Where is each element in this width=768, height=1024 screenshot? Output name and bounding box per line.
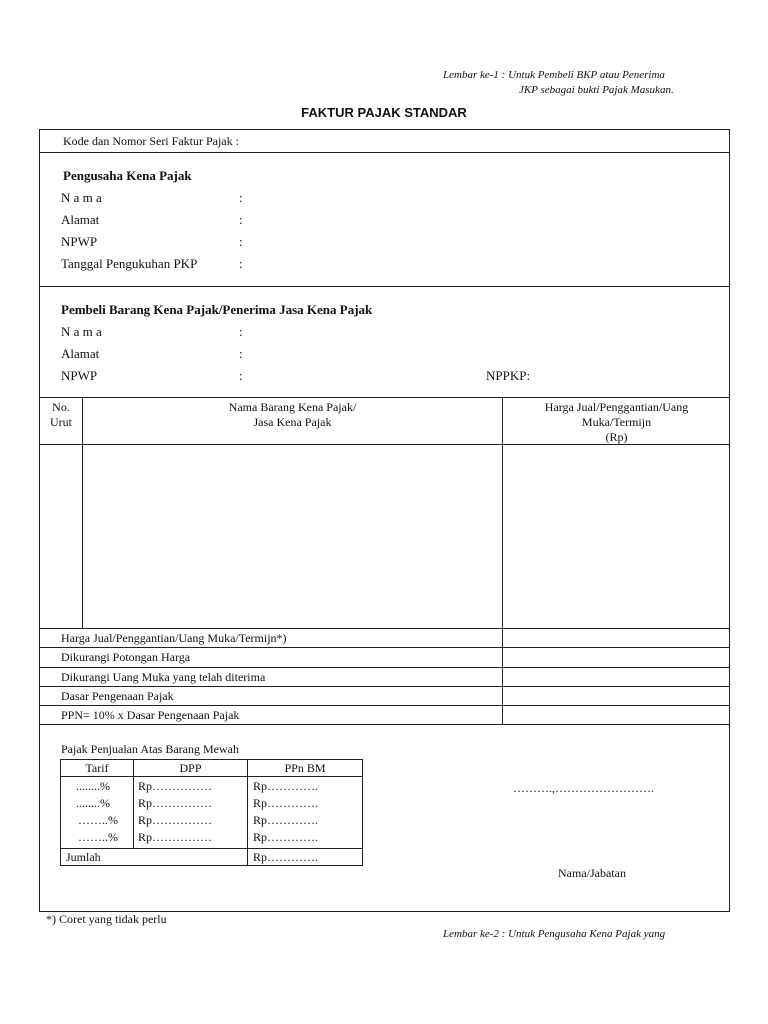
pembeli-nppkp-label: NPPKP: (486, 368, 531, 383)
ppnbm-row3-tarif: ……..% (78, 813, 118, 827)
col-divider (502, 397, 503, 724)
ppnbm-row2-dpp: Rp…………… (138, 796, 213, 810)
ppnbm-row1-dpp: Rp…………… (138, 779, 213, 793)
ppnbm-title: Pajak Penjualan Atas Barang Mewah (61, 742, 239, 756)
ppnbm-row3-ppnbm: Rp…………. (253, 813, 319, 827)
kode-label: Kode dan Nomor Seri Faktur Pajak : (63, 134, 239, 148)
col-harga-header (503, 400, 730, 445)
pkp-alamat-label: Alamat (61, 212, 100, 227)
pkp-npwp-label: NPWP (61, 234, 98, 249)
ppnbm-row2-ppnbm: Rp…………. (253, 796, 319, 810)
lembar2-line: Lembar ke-2 : Untuk Pengusaha Kena Pajak yang (443, 928, 666, 940)
col-harga-line1: Harga Jual/Penggantian/Uang (544, 400, 689, 414)
footer-note: *) Coret yang tidak perlu (46, 912, 167, 926)
pkp-npwp-colon: : (239, 234, 243, 249)
divider (39, 152, 730, 153)
col-harga-line3: (Rp) (605, 430, 628, 444)
pembeli-npwp-colon: : (239, 368, 243, 383)
pembeli-alamat-colon: : (239, 346, 243, 361)
ppnbm-row4-ppnbm: Rp…………. (253, 830, 319, 844)
summary-ppn: PPN= 10% x Dasar Pengenaan Pajak (61, 708, 240, 722)
signature-nama-jabatan: Nama/Jabatan (558, 866, 626, 880)
col-nama-line1: Nama Barang Kena Pajak/ (228, 400, 357, 414)
pkp-tanggal-colon: : (239, 256, 243, 271)
divider (39, 686, 730, 687)
ppnbm-row4-dpp: Rp…………… (138, 830, 213, 844)
ppnbm-header-dpp: DPP (179, 761, 202, 775)
pembeli-heading: Pembeli Barang Kena Pajak/Penerima Jasa Kena Pajak (61, 302, 373, 317)
summary-potongan: Dikurangi Potongan Harga (61, 650, 191, 664)
summary-uang-muka: Dikurangi Uang Muka yang telah diterima (61, 670, 266, 684)
pembeli-npwp-label: NPWP (61, 368, 98, 383)
ppnbm-row3-dpp: Rp…………… (138, 813, 213, 827)
col-no-line1: No. (52, 400, 70, 414)
divider (39, 397, 730, 398)
lembar1-line2: JKP sebagai bukti Pajak Masukan. (519, 84, 674, 96)
ppnbm-header-ppnbm: PPn BM (284, 761, 326, 775)
pkp-heading: Pengusaha Kena Pajak (63, 168, 192, 183)
pembeli-nama-colon: : (239, 324, 243, 339)
pembeli-alamat-label: Alamat (61, 346, 100, 361)
pkp-alamat-colon: : (239, 212, 243, 227)
ppnbm-divider (60, 776, 363, 777)
divider (39, 444, 730, 445)
pkp-nama-colon: : (239, 190, 243, 205)
divider (39, 628, 730, 629)
lembar1-line1: Lembar ke-1 : Untuk Pembeli BKP atau Penerima (443, 69, 665, 81)
ppnbm-jumlah-value: Rp…………. (253, 850, 319, 864)
col-no-header (40, 400, 82, 430)
pembeli-nama-label: N a m a (61, 324, 102, 339)
ppnbm-row1-ppnbm: Rp…………. (253, 779, 319, 793)
ppnbm-jumlah-label: Jumlah (66, 850, 101, 864)
ppnbm-row2-tarif: ........% (76, 796, 110, 810)
ppnbm-row4-tarif: ……..% (78, 830, 118, 844)
col-no-line2: Urut (50, 415, 72, 429)
signature-place-date: ……….,……………………. (513, 781, 654, 795)
summary-dpp: Dasar Pengenaan Pajak (61, 689, 174, 703)
ppnbm-row1-tarif: ........% (76, 779, 110, 793)
divider (39, 705, 730, 706)
pkp-nama-label: N a m a (61, 190, 102, 205)
ppnbm-header-tarif: Tarif (85, 761, 109, 775)
pkp-tanggal-label: Tanggal Pengukuhan PKP (61, 256, 198, 271)
col-nama-header (83, 400, 502, 430)
ppnbm-divider (60, 848, 363, 849)
divider (39, 724, 730, 725)
divider (39, 647, 730, 648)
col-harga-line2: Muka/Termijn (581, 415, 652, 429)
col-nama-line2: Jasa Kena Pajak (253, 415, 332, 429)
divider (39, 667, 730, 668)
summary-harga-jual: Harga Jual/Penggantian/Uang Muka/Termijn*) (61, 631, 287, 645)
page-title: FAKTUR PAJAK STANDAR (301, 105, 467, 120)
divider (39, 286, 730, 287)
col-divider (82, 397, 83, 628)
